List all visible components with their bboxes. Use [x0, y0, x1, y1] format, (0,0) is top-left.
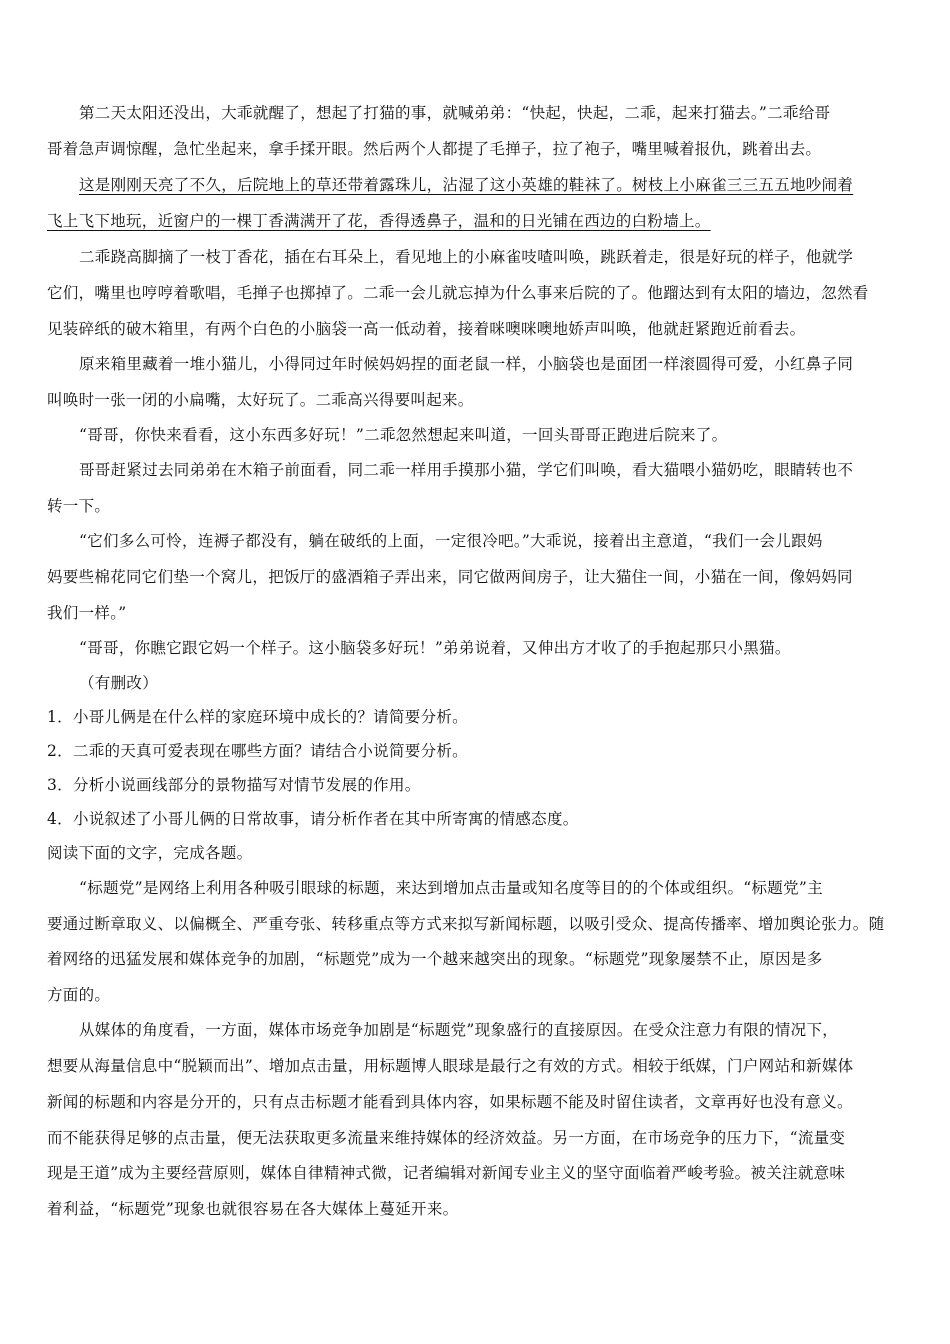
essay-line: 从媒体的角度看，一方面，媒体市场竞争加剧是“标题党”现象盛行的直接原因。在受众注意力有限的情况下，: [79, 1021, 839, 1039]
story-line: “哥哥，你瞧它跟它妈一个样子。这小脑袋多好玩！”弟弟说着，又伸出方才收了的手抱起那只小黑猫。: [79, 639, 791, 657]
story-line: “哥哥，你快来看看，这小东西多好玩！”二乖忽然想起来叫道，一回头哥哥正跑进后院来了。: [79, 426, 728, 444]
essay-line: 着网络的迅猛发展和媒体竞争的加剧，“标题党”成为一个越来越突出的现象。“标题党”现象屡禁不止，原因是多: [47, 950, 823, 968]
story-line: “它们多么可怜，连褥子都没有，躺在破纸的上面，一定很冷吧。”大乖说，接着出主意道，“我们一会儿跟妈: [79, 532, 823, 550]
essay-line: 着利益，“标题党”现象也就很容易在各大媒体上蔓延开来。: [47, 1200, 459, 1218]
essay-line: “标题党”是网络上利用各种吸引眼球的标题，来达到增加点击量或知名度等目的的个体或组织。“标题党”主: [79, 879, 823, 897]
essay-line: 方面的。: [47, 986, 111, 1004]
story-underlined-line: 飞上飞下地玩，近窗户的一棵丁香满满开了花，香得透鼻子，温和的日光铺在西边的白粉墙上。: [47, 212, 711, 230]
essay-line: 现是王道”成为主要经营原则，媒体自律精神式微，记者编辑对新闻专业主义的坚守面临着严峻考验。被关注就意味: [47, 1164, 846, 1182]
story-line: 叫唤时一张一闭的小扁嘴，太好玩了。二乖高兴得要叫起来。: [47, 391, 474, 409]
story-line: 我们一样。”: [47, 604, 127, 622]
section-intro: 阅读下面的文字，完成各题。: [47, 844, 253, 862]
essay-line: 新闻的标题和内容是分开的，只有点击标题才能看到具体内容，如果标题不能及时留住读者，文章再好也没有意义。: [47, 1093, 853, 1111]
story-underlined-line: 这是刚刚天亮了不久，后院地上的草还带着露珠儿，沾湿了这小英雄的鞋袜了。树枝上小麻雀三三五五地吵闹着: [79, 176, 854, 194]
question-item: 4．小说叙述了小哥儿俩的日常故事，请分析作者在其中所寄寓的情感态度。: [47, 810, 579, 828]
source-note: （有删改）: [79, 674, 159, 692]
question-item: 3．分析小说画线部分的景物描写对情节发展的作用。: [47, 776, 421, 794]
story-line: 妈要些棉花同它们垫一个窝儿，把饭厅的盛酒箱子弄出来，同它做两间房子，让大猫住一间，小猫在一间，像妈妈同: [47, 568, 853, 586]
story-line: 见装碎纸的破木箱里，有两个白色的小脑袋一高一低动着，接着咪噢咪噢地娇声叫唤，他就赶紧跑近前看去。: [47, 320, 806, 338]
essay-line: 想要从海量信息中“脱颖而出”、增加点击量，用标题博人眼球是最行之有效的方式。相较于纸媒，门户网站和新媒体: [47, 1057, 854, 1075]
essay-line: 而不能获得足够的点击量，便无法获取更多流量来维持媒体的经济效益。另一方面，在市场竞争的压力下，“流量变: [47, 1129, 846, 1147]
story-line: 哥哥赶紧过去同弟弟在木箱子前面看，同二乖一样用手摸那小猫，学它们叫唤，看大猫喂小猫奶吃，眼睛转也不: [79, 461, 854, 479]
essay-line: 要通过断章取义、以偏概全、严重夸张、转移重点等方式来拟写新闻标题，以吸引受众、提高传播率、增加舆论张力。随: [47, 915, 885, 933]
story-line: 它们，嘴里也哼哼着歌唱，毛掸子也掷掉了。二乖一会儿就忘掉为什么事来后院的了。他蹓达到有太阳的墙边，忽然看: [47, 284, 869, 302]
story-line: 哥着急声调惊醒，急忙坐起来，拿手揉开眼。然后两个人都提了毛掸子，拉了袍子，嘴里喊着报仇，跳着出去。: [47, 140, 822, 158]
question-item: 1．小哥儿俩是在什么样的家庭环境中成长的？请简要分析。: [47, 708, 468, 726]
story-line: 原来箱里藏着一堆小猫儿，小得同过年时候妈妈捏的面老鼠一样，小脑袋也是面团一样滚圆得可爱，小红鼻子同: [79, 355, 854, 373]
story-line: 二乖跷高脚摘了一枝丁香花，插在右耳朵上，看见地上的小麻雀吱喳叫唤，跳跃着走，很是好玩的样子，他就学: [79, 248, 854, 266]
question-item: 2．二乖的天真可爱表现在哪些方面？请结合小说简要分析。: [47, 742, 468, 760]
story-line: 转一下。: [47, 497, 111, 515]
story-line: 第二天太阳还没出，大乖就醒了，想起了打猫的事，就喊弟弟：“快起，快起，二乖，起来打猫去。”二乖给哥: [79, 104, 831, 122]
